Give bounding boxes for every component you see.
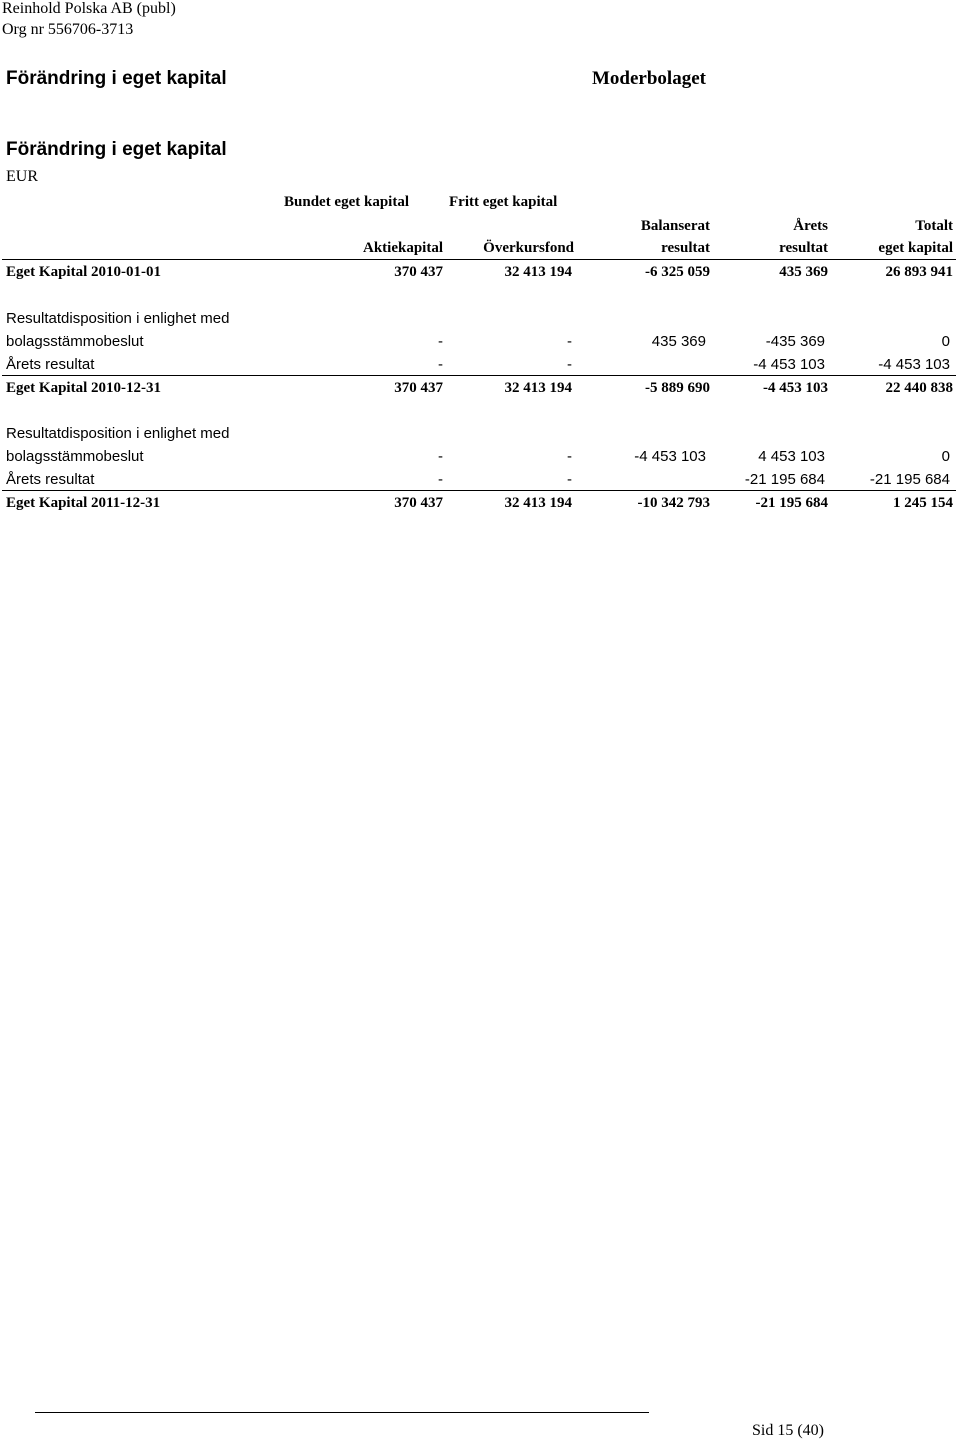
cell-balanserat: -6 325 059	[645, 264, 710, 280]
cell-aktiekapital: -	[438, 471, 443, 488]
cell-balanserat: -5 889 690	[645, 380, 710, 396]
cell-overkursfond: -	[567, 448, 572, 465]
row-label: Årets resultat	[6, 471, 95, 488]
row-label: Årets resultat	[6, 356, 95, 373]
section-title: Förändring i eget kapital	[6, 139, 227, 160]
cell-arets: -21 195 684	[755, 495, 828, 511]
cell-balanserat: -10 342 793	[637, 495, 710, 511]
cell-overkursfond: 32 413 194	[504, 380, 572, 396]
cell-aktiekapital: 370 437	[394, 380, 443, 396]
col-header-totalt: Totalt	[915, 218, 953, 234]
cell-aktiekapital: -	[438, 448, 443, 465]
cell-totalt: -4 453 103	[878, 356, 950, 373]
row-label: Resultatdisposition i enlighet med	[6, 425, 230, 442]
cell-arets: -435 369	[765, 333, 825, 350]
cell-overkursfond: 32 413 194	[504, 264, 572, 280]
col-header-totalt-2: eget kapital	[878, 240, 953, 256]
cell-aktiekapital: 370 437	[394, 264, 443, 280]
row-label: bolagsstämmobeslut	[6, 448, 144, 465]
footer-rule	[35, 1412, 649, 1413]
col-header-aktiekapital: Aktiekapital	[362, 240, 443, 256]
cell-arets: 4 453 103	[758, 448, 825, 465]
col-header-arets: Årets	[793, 218, 828, 234]
cell-totalt: 0	[941, 448, 950, 465]
company-name: Reinhold Polska AB (publ)	[2, 0, 176, 17]
cell-balanserat: 435 369	[651, 333, 706, 350]
cell-arets: -4 453 103	[753, 356, 825, 373]
cell-totalt: -21 195 684	[869, 471, 950, 488]
cell-aktiekapital: 370 437	[394, 495, 443, 511]
row-label: Eget Kapital 2011-12-31	[6, 495, 161, 511]
row-label: Eget Kapital 2010-12-31	[6, 380, 161, 396]
cell-overkursfond: -	[567, 471, 572, 488]
col-header-arets-2: resultat	[779, 240, 828, 256]
page-title: Förändring i eget kapital	[6, 68, 227, 89]
org-number: Org nr 556706-3713	[2, 21, 134, 38]
row-label: bolagsstämmobeslut	[6, 333, 144, 350]
cell-arets: 435 369	[779, 264, 828, 280]
cell-arets: -4 453 103	[763, 380, 828, 396]
currency-label: EUR	[6, 168, 38, 185]
cell-aktiekapital: -	[438, 333, 443, 350]
cell-overkursfond: -	[567, 356, 572, 373]
col-header-balanserat: Balanserat	[640, 218, 710, 234]
header-rule	[2, 259, 956, 260]
col-header-overkursfond: Överkursfond	[483, 240, 574, 256]
cell-arets: -21 195 684	[744, 471, 825, 488]
cell-overkursfond: -	[567, 333, 572, 350]
cell-overkursfond: 32 413 194	[504, 495, 572, 511]
col-header-balanserat-2: resultat	[661, 240, 710, 256]
cell-balanserat: -4 453 103	[634, 448, 706, 465]
cell-totalt: 0	[941, 333, 950, 350]
cell-totalt: 22 440 838	[885, 380, 953, 396]
row-label: Resultatdisposition i enlighet med	[6, 310, 230, 327]
page-number: Sid 15 (40)	[752, 1422, 824, 1439]
group-header-fritt: Fritt eget kapital	[449, 194, 558, 210]
cell-totalt: 26 893 941	[885, 264, 953, 280]
cell-totalt: 1 245 154	[893, 495, 953, 511]
equity-table	[0, 0, 960, 520]
group-header-bundet: Bundet eget kapital	[284, 194, 410, 210]
total-rule	[2, 490, 956, 491]
subtotal-rule	[2, 375, 956, 376]
entity-title: Moderbolaget	[592, 68, 706, 89]
row-label: Eget Kapital 2010-01-01	[6, 264, 161, 280]
cell-aktiekapital: -	[438, 356, 443, 373]
